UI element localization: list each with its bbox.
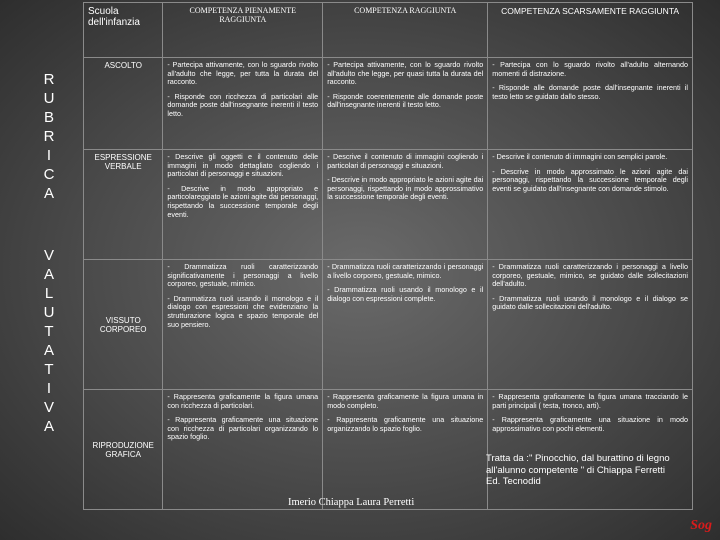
cell-c2: [323, 150, 488, 260]
cell-text: - Descrive il contenuto di immagini con semplici parole.: [492, 152, 668, 161]
cell-text: - Rappresenta graficamente una situazione organizzando lo spazio foglio.: [327, 415, 484, 433]
authors: Imerio Chiappa Laura Perretti: [288, 497, 415, 508]
rubrica-letter: I: [46, 147, 52, 164]
cell-c2: [323, 260, 488, 390]
row-label: VISSUTO CORPOREO: [84, 260, 163, 390]
valutativa-letter: A: [43, 342, 54, 359]
valutativa-letter: T: [44, 323, 54, 340]
corner-header: Scuola dell'infanzia: [84, 3, 163, 58]
brand-logo: Sog: [690, 518, 712, 533]
cell-text: - Drammatizza ruoli caratterizzando i personaggi a livello corporeo, gestuale, mimico.: [327, 262, 484, 280]
side-title-valutativa: [40, 246, 58, 436]
cell-text: - Descrive gli oggetti e il contenuto delle immagini in modo dettagliato cogliendo i particolari di personaggi e situazioni.: [167, 152, 319, 179]
cell-text: - Rappresenta graficamente una situazione in modo approssimativo con pochi elementi.: [492, 415, 688, 433]
source-quote: Tratta da :" Pinocchio, dal burattino di legno all'alunno competente " di Chiappa Ferretti Ed. Tecnodid: [486, 453, 670, 487]
cell-c1: [163, 150, 323, 260]
cell-text: - Drammatizza ruoli caratterizzando i personaggi a livello corporeo, gestuale, mimico, se guidato dalle sollecitazioni dell'adulto.: [492, 262, 688, 289]
rubrica-letter: R: [43, 128, 55, 145]
cell-text: - Rappresenta graficamente la figura umana con ricchezza di particolari.: [167, 392, 319, 410]
header-scarsamente: COMPETENZA SCARSAMENTE RAGGIUNTA: [488, 3, 693, 58]
cell-text: - Descrive in modo appropriato le azioni agite dai personaggi, rispettando in modo approssimativo la successione temporale degli eventi.: [327, 175, 484, 202]
cell-text: - Drammatizza ruoli usando il monologo e il dialogo con espressioni complete.: [327, 285, 484, 303]
rubrica-letter: U: [43, 90, 55, 107]
cell-text: - Descrive in modo approssimato le azioni agite dai personaggi, rispettando la successione temporale degli eventi se guidato dall'insegnante con domande stimolo.: [492, 166, 688, 193]
cell-c1: [163, 58, 323, 150]
cell-c3: [488, 58, 693, 150]
table-row: [84, 150, 693, 260]
table-row: [84, 58, 693, 150]
cell-c2: [323, 58, 488, 150]
rubrica-letter: A: [43, 185, 54, 202]
rubrica-letter: C: [43, 166, 55, 183]
cell-text: - Descrive il contenuto di immagini cogliendo i particolari di personaggi e situazioni.: [327, 152, 484, 170]
cell-c3: [488, 260, 693, 390]
header-row: [84, 3, 693, 58]
rubrica-letter: R: [43, 71, 55, 88]
valutativa-letter: V: [43, 399, 54, 416]
row-label: RIPRODUZIONE GRAFICA: [84, 390, 163, 510]
valutativa-letter: T: [44, 361, 54, 378]
cell-text: - Drammatizza ruoli usando il monologo e il dialogo se guidato dalle sollecitazioni dell'adulto.: [492, 293, 688, 312]
header-pienamente: COMPETENZA PIENAMENTE RAGGIUNTA: [163, 3, 323, 58]
valutativa-letter: I: [46, 380, 52, 397]
rubrica-letter: B: [43, 109, 54, 126]
cell-text: - Rappresenta graficamente la figura umana tracciando le parti principali ( testa, tronco, arti).: [492, 392, 688, 410]
row-label: ESPRESSIONE VERBALE: [84, 150, 163, 260]
valutativa-letter: V: [43, 247, 54, 264]
cell-text: - Risponde alle domande poste dall'insegnante inerenti il testo letto se guidato dallo stesso.: [492, 83, 688, 101]
cell-text: - Drammatizza ruoli caratterizzando significativamente i personaggi a livello corporeo, gestuale, mimico.: [167, 262, 319, 289]
cell-text: - Rappresenta graficamente la figura umana in modo completo.: [327, 392, 484, 410]
cell-text: - Partecipa attivamente, con lo sguardo rivolto all'adulto che legge, per tutta la durata del racconto.: [167, 60, 319, 87]
side-title-rubrica: [40, 70, 58, 203]
cell-c2: [323, 390, 488, 510]
cell-text: - Descrive in modo appropriato e particolareggiato le azioni agite dai personaggi, rispettando la successione temporale degli eventi.: [167, 183, 319, 219]
cell-c1: [163, 390, 323, 510]
table-row: [84, 390, 693, 510]
row-label: ASCOLTO: [84, 58, 163, 150]
cell-text: - Partecipa con lo sguardo rivolto all'adulto alternando momenti di distrazione.: [492, 60, 688, 78]
valutativa-letter: A: [43, 266, 54, 283]
valutativa-letter: A: [43, 418, 54, 435]
valutativa-letter: L: [44, 285, 54, 302]
cell-text: - Risponde coerentemente alle domande poste dall'insegnante inerenti il testo letto.: [327, 91, 484, 110]
cell-c1: [163, 260, 323, 390]
table-row: [84, 260, 693, 390]
cell-text: - Risponde con ricchezza di particolari alle domande poste dall'insegnante inerenti il testo letto.: [167, 91, 319, 118]
cell-text: - Drammatizza ruoli usando il monologo e il dialogo con espressioni che evidenziano la strutturazione logica e spazio temporale del suo pensiero.: [167, 293, 319, 329]
cell-c3: [488, 150, 693, 260]
valutativa-letter: U: [43, 304, 55, 321]
header-raggiunta: COMPETENZA RAGGIUNTA: [323, 3, 488, 58]
cell-text: - Rappresenta graficamente una situazione con ricchezza di particolari organizzando lo spazio foglio.: [167, 415, 319, 442]
cell-text: - Partecipa attivamente, con lo sguardo rivolto all'adulto che legge, per quasi tutta la durata del racconto.: [327, 60, 484, 87]
rubric-table: [83, 2, 693, 510]
cell-c3: [488, 390, 693, 510]
